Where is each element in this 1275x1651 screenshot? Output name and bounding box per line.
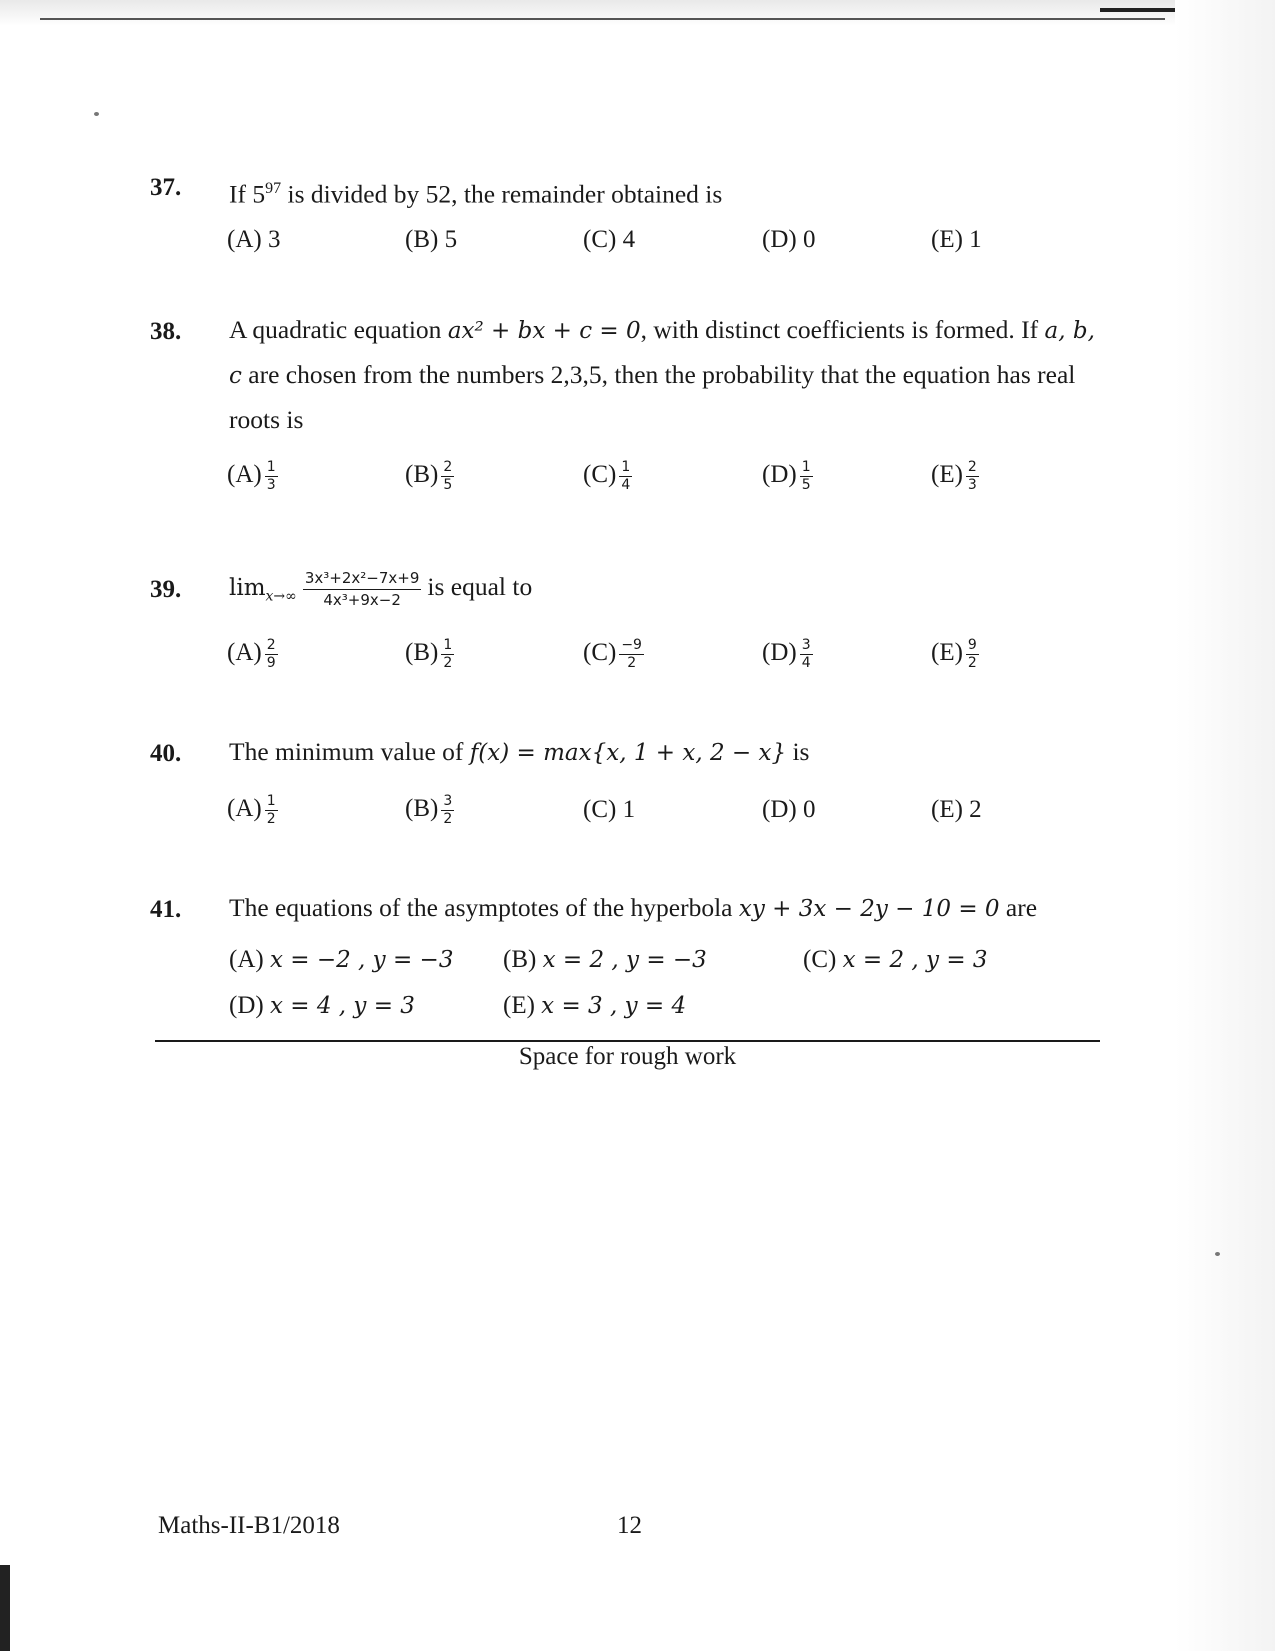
option-c[interactable] [583, 459, 632, 494]
option-b[interactable] [405, 793, 454, 828]
question-text-part: is [786, 737, 810, 766]
fraction [800, 637, 813, 672]
option-label: (A) [227, 461, 262, 489]
option-label: (E) [931, 461, 963, 489]
denominator: 3 [967, 477, 977, 493]
scan-speck [94, 112, 99, 116]
option-a[interactable] [227, 459, 278, 494]
option-e[interactable] [503, 992, 686, 1020]
option-d[interactable]: (D) 0 [762, 226, 816, 253]
fraction [966, 459, 979, 494]
question-text-part: A quadratic equation [229, 315, 448, 344]
option-e[interactable]: (E) 1 [931, 226, 982, 253]
option-label: (B) [405, 461, 439, 489]
option-label: (A) [227, 639, 262, 667]
fraction [619, 637, 644, 672]
option-a[interactable]: (A) 3 [227, 226, 281, 253]
question-text [229, 167, 1099, 217]
denominator: 4 [621, 477, 631, 493]
option-label: (D) [229, 992, 264, 1019]
option-b[interactable] [503, 946, 707, 974]
function-expression: f(x) = max{x, 1 + x, 2 − x} [469, 740, 787, 766]
numerator: 9 [967, 637, 977, 653]
question-text-part: are [999, 893, 1038, 922]
option-value: x = 2 , y = 3 [842, 947, 988, 973]
fraction [441, 793, 454, 828]
question-text-part: The minimum value of [229, 737, 470, 766]
numerator: 1 [621, 459, 631, 475]
fraction [265, 793, 278, 828]
option-e[interactable]: (E) 2 [931, 796, 982, 823]
numerator: −9 [621, 637, 642, 653]
option-label: (A) [229, 946, 264, 973]
option-label: (C) [803, 946, 837, 973]
exponent: 97 [265, 180, 282, 197]
option-a[interactable] [229, 946, 453, 974]
option-d[interactable] [762, 459, 813, 494]
option-value: x = −2 , y = −3 [269, 947, 454, 973]
option-label: (B) [503, 946, 537, 973]
fraction [800, 459, 813, 494]
option-b[interactable] [405, 637, 454, 672]
scan-top-edge [0, 0, 1275, 26]
option-e[interactable] [931, 637, 979, 672]
limit-fraction [303, 568, 422, 611]
numerator: 1 [266, 459, 276, 475]
numerator: 1 [266, 793, 276, 809]
numerator: 3x³+2x²−7x+9 [303, 568, 422, 590]
denominator: 2 [443, 811, 453, 827]
option-e[interactable] [931, 459, 979, 494]
question-number: 39. [150, 576, 182, 603]
option-c[interactable] [803, 946, 988, 974]
coefficient-variables: a, b, c [229, 318, 1095, 389]
option-value: x = 3 , y = 4 [541, 993, 687, 1019]
denominator: 2 [627, 655, 637, 671]
limit-label: lim [229, 575, 266, 601]
rough-work-label: Space for rough work [518, 1043, 737, 1070]
option-label: (C) [583, 639, 617, 667]
question-text [229, 308, 1099, 442]
option-value: x = 2 , y = −3 [542, 947, 707, 973]
question-text-part: is divided by 52, the remainder obtained is [281, 179, 723, 209]
option-c[interactable]: (C) 1 [583, 796, 636, 823]
denominator: 3 [266, 477, 276, 493]
scan-left-mark [0, 1565, 10, 1651]
denominator: 2 [266, 811, 276, 827]
question-text [229, 561, 1099, 623]
limit-subscript: x→∞ [265, 588, 297, 605]
question-number: 41. [150, 896, 182, 923]
numerator: 2 [266, 637, 276, 653]
option-d[interactable]: (D) 0 [762, 796, 816, 823]
page-number: 12 [617, 1512, 642, 1539]
question-text-part: , with distinct coefficients is formed. If [640, 315, 1045, 344]
denominator: 9 [266, 655, 276, 671]
denominator: 2 [443, 655, 453, 671]
question-text-part: The equations of the asymptotes of the hyperbola [229, 893, 739, 922]
option-label: (E) [503, 992, 535, 1019]
denominator: 4x³+9x−2 [323, 590, 401, 609]
option-d[interactable] [762, 637, 813, 672]
option-label: (A) [227, 795, 262, 823]
numerator: 1 [801, 459, 811, 475]
denominator: 2 [967, 655, 977, 671]
option-label: (D) [762, 461, 797, 489]
option-b[interactable] [405, 459, 454, 494]
question-text-part: If 5 [229, 179, 266, 209]
numerator: 3 [443, 793, 453, 809]
fraction [966, 637, 979, 672]
denominator: 5 [443, 477, 453, 493]
question-text-part: is equal to [427, 572, 533, 601]
option-label: (D) [762, 639, 797, 667]
fraction [265, 459, 278, 494]
denominator: 4 [801, 655, 811, 671]
fraction [619, 459, 632, 494]
scan-top-line [40, 18, 1165, 20]
option-c[interactable]: (C) 4 [583, 226, 636, 253]
option-label: (C) [583, 461, 617, 489]
numerator: 2 [967, 459, 977, 475]
option-a[interactable] [227, 637, 278, 672]
numerator: 1 [443, 637, 453, 653]
scan-right-edge [1175, 0, 1275, 1651]
question-number: 38. [150, 318, 182, 345]
question-text [229, 886, 1099, 931]
option-a[interactable] [227, 793, 278, 828]
paper-code: Maths-II-B1/2018 [158, 1512, 340, 1539]
question-text [229, 730, 1099, 775]
question-number: 40. [150, 740, 182, 767]
numerator: 2 [443, 459, 453, 475]
divider [155, 1040, 1100, 1042]
option-b[interactable]: (B) 5 [405, 226, 458, 253]
option-d[interactable] [229, 992, 415, 1020]
option-c[interactable] [583, 637, 644, 672]
limit-operator [229, 575, 297, 605]
option-value: x = 4 , y = 3 [269, 993, 415, 1019]
quadratic-equation: ax² + bx + c = 0 [447, 318, 641, 344]
question-text-part: are chosen from the numbers 2,3,5, then the probability that the equation has real roots is [229, 360, 1076, 434]
option-label: (B) [405, 639, 439, 667]
option-label: (B) [405, 795, 439, 823]
numerator: 3 [801, 637, 811, 653]
fraction [265, 637, 278, 672]
scan-speck [1215, 1252, 1220, 1256]
fraction [441, 637, 454, 672]
option-label: (E) [931, 639, 963, 667]
question-number: 37. [150, 174, 182, 201]
fraction [441, 459, 454, 494]
denominator: 5 [801, 477, 811, 493]
hyperbola-equation: xy + 3x − 2y − 10 = 0 [738, 896, 1000, 922]
